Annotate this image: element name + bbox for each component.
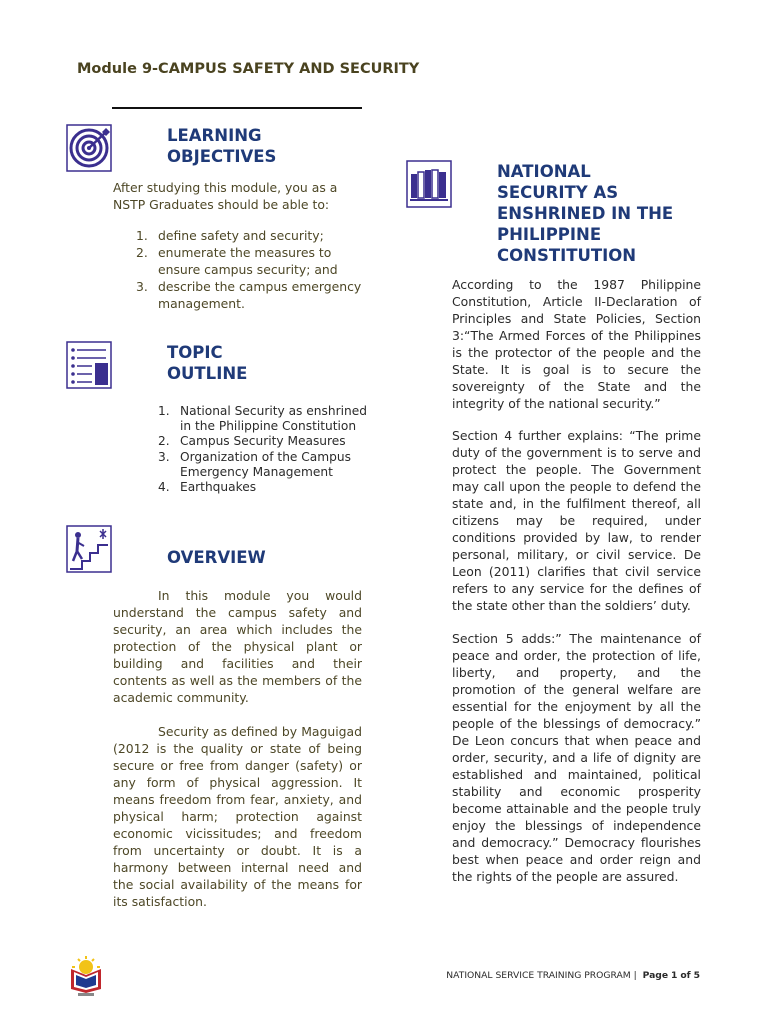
list-item: 3. describe the campus emergency management. (136, 279, 362, 311)
footer-total-pages: 5 (693, 970, 700, 981)
list-item: 1. National Security as enshrined in the Philippine Constitution (158, 404, 367, 434)
list-item: 4. Earthquakes (158, 480, 257, 495)
overview-heading: OVERVIEW (167, 548, 266, 567)
footer-page-label: Page (642, 970, 669, 981)
books-icon (406, 160, 452, 208)
list-item: 1. define safety and security; (136, 228, 324, 243)
objectives-intro: After studying this module, you as a NSTP Graduates should be able to: (113, 180, 338, 212)
learning-objectives-heading: LEARNING OBJECTIVES (167, 126, 277, 166)
list-item: 2. enumerate the measures to ensure campus security; and (136, 245, 338, 277)
deped-seal-logo (66, 955, 106, 997)
national-security-paragraph-3: Section 5 adds:” The maintenance of peace and order, the protection of life, liberty, and property, and the promotion of the general welfare are essential for the enjoyment by all the people of the blessings of democracy.” De Leon concurs that when peace and order, security, and a life of dignity are established and maintained, political stability and economic prosperity become attainable and the people truly enjoy the blessings of independence and democracy.” Democracy flourishes best when peace and order reign and the rights of the people are assured. (452, 631, 701, 884)
national-security-heading: NATIONAL SECURITY AS ENSHRINED IN THE PHILIPPINE CONSTITUTION (497, 162, 674, 265)
list-item: 2. Campus Security Measures (158, 434, 346, 449)
topic-outline-heading: TOPIC OUTLINE (167, 343, 248, 383)
target-icon (66, 124, 112, 172)
overview-paragraph-2: Security as defined by Maguigad (2012 is the quality or state of being secure or free from danger (safety) or any form of physical aggression. It means freedom from fear, anxiety, and physical harm; protection against economic vicissitudes; and freedom from uncertainty or doubt. It is a harmony between internal need and the social availability of the means for its satisfaction. (113, 724, 362, 909)
objectives-list (136, 227, 364, 312)
outline-list-icon (66, 341, 112, 389)
topic-outline-list (158, 404, 368, 495)
footer-of-label: of (680, 970, 691, 981)
footer-program: NATIONAL SERVICE TRAINING PROGRAM | (446, 970, 637, 981)
list-item: 3. Organization of the Campus Emergency Management (158, 449, 351, 479)
footer-page-number: 1 (671, 970, 678, 981)
overview-paragraph-1: In this module you would understand the campus safety and security, an area which includes the protection of the physical plant or building and facilities and their contents as well as the members of the academic community. (113, 588, 362, 705)
page-footer (446, 970, 700, 981)
national-security-paragraph-1: According to the 1987 Philippine Constitution, Article II-Declaration of Principles and State Policies, Section 3:“The Armed Forces of the Philippines is the protector of the people and the State. It is goal is to secure the sovereignty of the State and the integrity of the national security.” (452, 277, 701, 411)
climbing-stairs-icon (66, 525, 112, 573)
module-title: Module 9-CAMPUS SAFETY AND SECURITY (77, 61, 420, 77)
title-divider (112, 107, 362, 109)
national-security-paragraph-2: Section 4 further explains: “The prime duty of the government is to serve and protect the people. The Government may call upon the people to defend the state and, in the fulfilment thereof, all citizens may be required, under conditions provided by law, to render personal, military, or civil service. De Leon (2011) clarifies that civil service refers to any service for the defines of the state other than the soldiers’ duty. (452, 428, 701, 613)
